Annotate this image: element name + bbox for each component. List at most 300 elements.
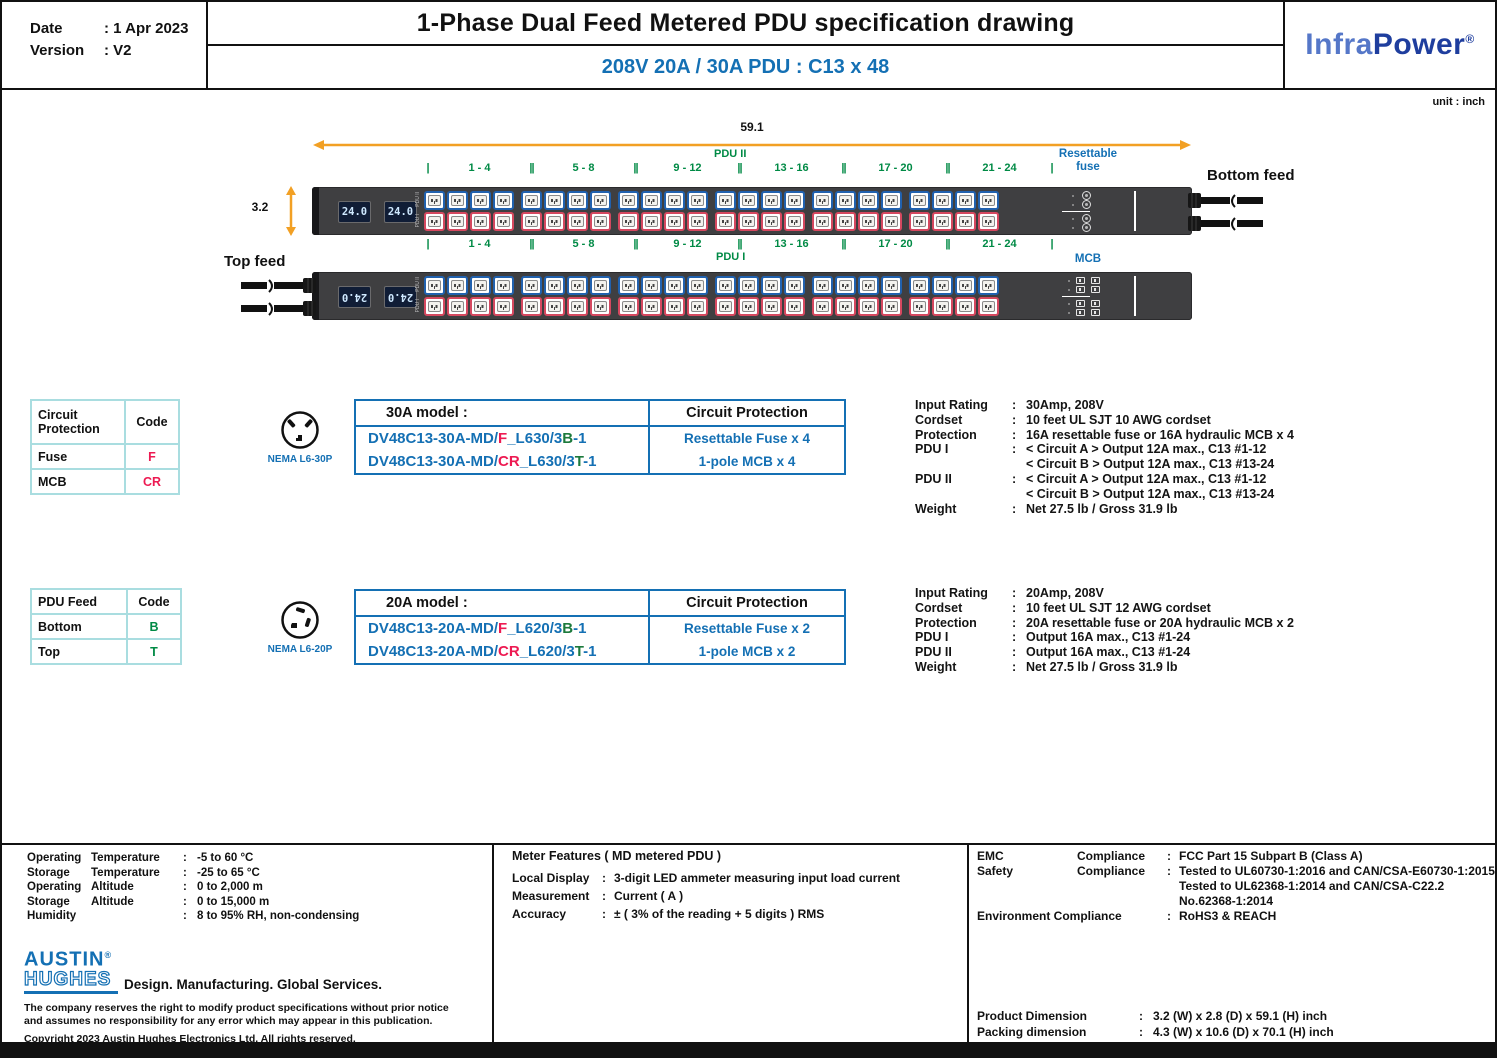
group-separator: ||: [633, 162, 638, 174]
c13-outlet-pdu1: [544, 297, 565, 316]
c13-outlet-pdu2: [738, 191, 759, 210]
c13-outlet-pdu1: [470, 212, 491, 231]
c13-outlet-pdu1: [978, 297, 999, 316]
mcb-switch: [1076, 286, 1085, 293]
resettable-fuse-label-line1: Resettable: [1058, 148, 1118, 160]
dimension-row: [977, 1024, 1334, 1040]
header-titles: [208, 2, 1283, 88]
meter-value: Current ( A ): [614, 889, 684, 903]
c13-socket-face: [691, 280, 704, 291]
outlet-group-labels-top: [424, 162, 1058, 174]
spec-value: Output 16A max., C13 #1-24: [1026, 630, 1191, 645]
c13-outlet-pdu2: [544, 191, 565, 210]
c13-outlet-pdu2: [544, 276, 565, 295]
outlet-column: [978, 276, 999, 316]
env-label-2: [91, 909, 183, 924]
env-value: -5 to 60 °C: [197, 852, 254, 864]
outlet-column: [590, 276, 611, 316]
mcb-indicator-dot: [1068, 303, 1070, 305]
circuit-protection-value: 1-pole MCB x 4: [698, 454, 796, 469]
c13-outlet-pdu1: [784, 297, 805, 316]
infrapower-logo: [1305, 28, 1474, 62]
group-separator: |: [1050, 238, 1053, 250]
outlet-group: [715, 191, 805, 231]
spec-colon: :: [1012, 412, 1017, 427]
resettable-fuse-button: [1082, 214, 1091, 223]
outlet-column: [761, 276, 782, 316]
c13-outlet-pdu1: [664, 212, 685, 231]
outlet-column: [664, 276, 685, 316]
c13-outlet-pdu1: [761, 297, 782, 316]
model-number-part: _L630/3: [507, 430, 563, 447]
model-number-part: -1: [583, 643, 597, 660]
env-value: 8 to 95% RH, non-condensing: [197, 910, 360, 922]
outlet-column: [664, 191, 685, 231]
c13-outlet-pdu1: [618, 212, 639, 231]
outlet-column: [881, 191, 902, 231]
c13-socket-face: [548, 216, 561, 227]
power-cord-bottom-feed: [1188, 191, 1268, 235]
top-feed-label: Top feed: [224, 253, 286, 270]
spec-label: Weight: [915, 659, 957, 674]
c13-socket-face: [428, 195, 441, 206]
c13-socket-face: [622, 301, 635, 312]
c13-socket-face: [474, 301, 487, 312]
spec-list-30a: [915, 398, 1294, 516]
c13-outlet-pdu1: [687, 212, 708, 231]
c13-socket-face: [719, 301, 732, 312]
c13-socket-face: [525, 195, 538, 206]
c13-socket-face: [668, 301, 681, 312]
outlet-column: [687, 191, 708, 231]
c13-socket-face: [885, 301, 898, 312]
outlet-column: [493, 276, 514, 316]
group-separator: ||: [945, 238, 950, 250]
spec-value: 20Amp, 208V: [1026, 586, 1104, 600]
c13-socket-face: [622, 195, 635, 206]
model-number: [356, 617, 650, 640]
c13-socket-face: [691, 195, 704, 206]
fuse-row: [1072, 214, 1134, 223]
env-label-1: Operating: [27, 881, 82, 893]
model-number-part: -1: [573, 430, 587, 447]
spec-label: Input Rating: [915, 398, 988, 412]
c13-socket-face: [862, 216, 875, 227]
c13-socket-face: [594, 195, 607, 206]
spec-label: PDU I: [915, 630, 949, 645]
c13-outlet-pdu2: [521, 276, 542, 295]
spec-value: < Circuit A > Output 12A max., C13 #1-12: [1026, 442, 1267, 457]
bottom-divider-1: [492, 843, 494, 1042]
c13-socket-face: [982, 216, 995, 227]
c13-outlet-pdu1: [955, 297, 976, 316]
outlet-column: [784, 276, 805, 316]
model-table-30a: [354, 399, 846, 475]
meter-label: Measurement: [512, 889, 590, 903]
spec-label: [915, 457, 1012, 472]
outlet-column: [955, 276, 976, 316]
outlet-group-label: 9 - 12: [673, 162, 702, 174]
c13-socket-face: [936, 195, 949, 206]
spec-value: < Circuit B > Output 12A max., C13 #13-24: [1026, 457, 1275, 472]
spec-colon: :: [1012, 630, 1017, 645]
c13-outlet-pdu1: [567, 212, 588, 231]
spec-label: [915, 487, 1012, 502]
mcb-switch: [1076, 300, 1085, 307]
outlet-group-label: 17 - 20: [878, 238, 913, 250]
c13-socket-face: [594, 301, 607, 312]
compliance-colon: :: [1167, 849, 1171, 863]
c13-socket-face: [428, 280, 441, 291]
group-separator: ||: [529, 162, 534, 174]
nema-l6-30p-label: NEMA L6-30P: [267, 454, 333, 465]
spec-row: [915, 502, 1294, 517]
company-tagline: Design. Manufacturing. Global Services.: [124, 977, 383, 992]
logo-hughes: HUGHES: [24, 968, 112, 990]
fuse-row: [1072, 200, 1134, 209]
circuit-table-header-protection: Circuit Protection: [31, 400, 125, 444]
fuse-indicator-dot: [1072, 218, 1074, 220]
outlet-column: [544, 276, 565, 316]
feed-row-label: Top: [31, 639, 127, 664]
c13-outlet-pdu2: [664, 191, 685, 210]
spec-colon: :: [1012, 659, 1017, 674]
env-value: 0 to 2,000 m: [197, 881, 263, 893]
c13-outlet-pdu1: [978, 212, 999, 231]
resettable-fuse-label: [1044, 148, 1132, 173]
meter-value: 3-digit LED ammeter measuring input load current: [614, 871, 901, 885]
fuse-indicator-dot: [1072, 227, 1074, 229]
c13-outlet-pdu1: [812, 212, 833, 231]
c13-socket-face: [816, 216, 829, 227]
outlet-group-label: 1 - 4: [468, 162, 491, 174]
outlet-column: [641, 191, 662, 231]
compliance-row: [977, 909, 1495, 924]
c13-outlet-pdu1: [590, 297, 611, 316]
power-cord-top-feed: [236, 276, 316, 320]
c13-socket-face: [936, 280, 949, 291]
env-label-2: Altitude: [91, 881, 134, 893]
fuse-indicator-dot: [1072, 204, 1074, 206]
meter-features: [512, 849, 900, 923]
c13-outlet-pdu2: [567, 191, 588, 210]
c13-outlet-pdu2: [567, 276, 588, 295]
c13-socket-face: [668, 195, 681, 206]
c13-outlet-pdu1: [544, 212, 565, 231]
c13-outlet-pdu1: [447, 297, 468, 316]
model-number-part: CR: [498, 643, 520, 660]
c13-socket-face: [765, 216, 778, 227]
brand-logo-box: [1283, 2, 1495, 88]
spec-row: [915, 487, 1294, 502]
c13-socket-face: [497, 216, 510, 227]
group-separator: |: [1050, 162, 1053, 174]
mcb-switch: [1091, 286, 1100, 293]
spec-value: Net 27.5 lb / Gross 31.9 lb: [1026, 659, 1178, 674]
c13-socket-face: [788, 195, 801, 206]
c13-socket-face: [691, 216, 704, 227]
c13-socket-face: [913, 216, 926, 227]
c13-socket-face: [451, 216, 464, 227]
c13-socket-face: [959, 301, 972, 312]
outlet-column: [493, 191, 514, 231]
c13-socket-face: [668, 216, 681, 227]
model-number-part: DV48C13-20A-MD/: [368, 620, 499, 637]
nema-l6-20p-icon: [279, 599, 321, 641]
c13-outlet-pdu1: [424, 297, 445, 316]
c13-socket-face: [862, 280, 875, 291]
meter-label: Accuracy: [512, 907, 567, 921]
nema-l6-30p-icon: [279, 409, 321, 451]
outlet-column: [738, 276, 759, 316]
circuit-row-label: Fuse: [31, 444, 125, 469]
outlet-column: [909, 191, 930, 231]
spec-row: [915, 645, 1294, 660]
spec-value-bold: < Circuit A >: [1026, 442, 1099, 457]
c13-socket-face: [788, 280, 801, 291]
c13-outlet-pdu2: [715, 191, 736, 210]
env-colon: :: [183, 866, 187, 879]
c13-outlet-pdu2: [687, 191, 708, 210]
spec-value-bold: < Circuit A >: [1026, 471, 1099, 486]
pdu1-label: PDU I: [716, 251, 746, 263]
bottom-feed-label: Bottom feed: [1207, 167, 1295, 184]
spec-colon: :: [1012, 645, 1017, 660]
c13-outlet-pdu2: [858, 276, 879, 295]
c13-outlet-pdu1: [618, 297, 639, 316]
spec-label: Input Rating: [915, 586, 988, 600]
c13-outlet-pdu2: [835, 191, 856, 210]
c13-socket-face: [959, 195, 972, 206]
outlet-group-label: 5 - 8: [572, 162, 595, 174]
spec-value: 10 feet UL SJT 12 AWG cordset: [1026, 600, 1211, 615]
outlet-column: [715, 191, 736, 231]
outlet-group-label: 17 - 20: [878, 162, 913, 174]
c13-socket-face: [765, 195, 778, 206]
meter-features-title: Meter Features ( MD metered PDU ): [512, 849, 722, 863]
outlet-group: [909, 276, 999, 316]
c13-outlet-pdu2: [881, 276, 902, 295]
circuit-row-code: F: [125, 444, 179, 469]
outlet-column: [567, 276, 588, 316]
spec-value: 20A resettable fuse or 20A hydraulic MCB x 2: [1026, 615, 1294, 630]
env-colon: :: [183, 910, 187, 922]
c13-socket-face: [719, 280, 732, 291]
spec-colon: :: [1012, 586, 1017, 600]
outlet-group: [521, 276, 611, 316]
c13-socket-face: [428, 216, 441, 227]
row-label-pdu2: PDU II: [415, 277, 421, 292]
c13-socket-face: [982, 301, 995, 312]
c13-outlet-pdu1: [835, 297, 856, 316]
c13-socket-face: [594, 216, 607, 227]
c13-outlet-pdu2: [470, 276, 491, 295]
spec-row: [915, 616, 1294, 631]
c13-outlet-pdu2: [978, 191, 999, 210]
feed-table-header: PDU Feed: [31, 589, 127, 614]
outlet-column: [858, 276, 879, 316]
mcb-switch: [1091, 277, 1100, 284]
circuit-table-header-code: Code: [125, 400, 179, 444]
model-number-part: _L620/3: [519, 643, 575, 660]
pdu-feed-code-table: [30, 588, 182, 665]
c13-socket-face: [816, 301, 829, 312]
c13-outlet-pdu2: [447, 191, 468, 210]
c13-socket-face: [765, 280, 778, 291]
feed-table-header-code: Code: [127, 589, 181, 614]
c13-socket-face: [571, 301, 584, 312]
feed-row-code: B: [127, 614, 181, 639]
c13-outlet-pdu1: [715, 297, 736, 316]
spec-row: [915, 413, 1294, 428]
c13-socket-face: [862, 301, 875, 312]
c13-outlet-pdu2: [618, 191, 639, 210]
c13-socket-face: [719, 216, 732, 227]
env-label-2: Temperature: [91, 852, 160, 864]
c13-socket-face: [885, 216, 898, 227]
compliance-label: EMC: [977, 849, 1004, 863]
env-label-1: Humidity: [27, 910, 77, 922]
fuse-indicator-dot: [1072, 195, 1074, 197]
brand-infra: Infra: [1305, 28, 1373, 61]
c13-outlet-pdu2: [590, 191, 611, 210]
environment-spec-list: [27, 851, 359, 924]
c13-socket-face: [885, 280, 898, 291]
spec-row: [915, 660, 1294, 675]
c13-outlet-pdu2: [424, 276, 445, 295]
mcb-row: [1068, 276, 1134, 285]
compliance-colon: :: [1167, 864, 1171, 878]
c13-outlet-pdu1: [761, 212, 782, 231]
outlet-column: [715, 276, 736, 316]
model-number: [356, 450, 650, 473]
model20-header: 20A model :: [356, 591, 650, 615]
title-block: [2, 2, 1495, 90]
c13-socket-face: [497, 301, 510, 312]
env-label-1: Storage: [27, 895, 70, 908]
date-value: : 1 Apr 2023: [104, 20, 189, 37]
model-number-part: B: [562, 430, 574, 447]
env-label-2: Altitude: [91, 895, 134, 908]
spec-row: [915, 601, 1294, 616]
dimension-colon: :: [1139, 1009, 1143, 1023]
environment-row: [27, 895, 359, 910]
c13-outlet-pdu1: [567, 297, 588, 316]
c13-outlet-pdu1: [590, 212, 611, 231]
c13-socket-face: [428, 301, 441, 312]
c13-socket-face: [982, 280, 995, 291]
meter-row: [512, 905, 900, 923]
outlet-group-label: 13 - 16: [774, 238, 809, 250]
dimension-list: [977, 1008, 1334, 1040]
c13-outlet-pdu1: [858, 297, 879, 316]
c13-socket-face: [451, 280, 464, 291]
model-number-part: DV48C13-20A-MD/: [368, 643, 499, 660]
c13-outlet-pdu1: [521, 297, 542, 316]
version-value: : V2: [104, 42, 132, 59]
c13-socket-face: [548, 301, 561, 312]
c13-outlet-pdu2: [447, 276, 468, 295]
spec-row: [915, 457, 1294, 472]
c13-socket-face: [691, 301, 704, 312]
spec-value: Net 27.5 lb / Gross 31.9 lb: [1026, 501, 1178, 516]
c13-outlet-pdu1: [715, 212, 736, 231]
spec-list-20a: [915, 586, 1294, 675]
c13-socket-face: [788, 301, 801, 312]
spec-colon: :: [1012, 471, 1017, 486]
c13-outlet-pdu1: [909, 212, 930, 231]
spec-row: [915, 398, 1294, 413]
dimension-value: 3.2 (W) x 2.8 (D) x 59.1 (H) inch: [1153, 1009, 1328, 1023]
outlet-group-label: 5 - 8: [572, 238, 595, 250]
c13-socket-face: [497, 195, 510, 206]
model-number-part: DV48C13-30A-MD/: [368, 453, 499, 470]
spec-row: [915, 428, 1294, 443]
model-number-part: F: [498, 620, 508, 637]
environment-row: [27, 909, 359, 924]
outlet-column: [470, 276, 491, 316]
outlet-column: [590, 191, 611, 231]
c13-socket-face: [936, 301, 949, 312]
env-value: -25 to 65 °C: [197, 866, 260, 879]
env-label-2: Temperature: [91, 866, 160, 879]
spec-label: PDU II: [915, 471, 952, 486]
dimension-value: 4.3 (W) x 10.6 (D) x 70.1 (H) inch: [1153, 1025, 1334, 1039]
c13-outlet-pdu2: [881, 191, 902, 210]
mcb-indicator-dot: [1068, 280, 1070, 282]
mcb-row: [1068, 299, 1134, 308]
outlet-group: [812, 276, 902, 316]
c13-socket-face: [525, 301, 538, 312]
c13-socket-face: [645, 216, 658, 227]
c13-socket-face: [742, 216, 755, 227]
c13-outlet-pdu2: [858, 191, 879, 210]
c13-socket-face: [885, 195, 898, 206]
outlet-group-label: 21 - 24: [982, 162, 1017, 174]
outlet-column: [858, 191, 879, 231]
resettable-fuse-button: [1082, 200, 1091, 209]
c13-socket-face: [936, 216, 949, 227]
model-number-part: B: [562, 620, 574, 637]
compliance-sublabel: [1077, 879, 1167, 909]
spec-value: Output 16A max., C13 #1-24: [1026, 645, 1191, 660]
c13-socket-face: [742, 195, 755, 206]
c13-outlet-pdu1: [470, 297, 491, 316]
feed-row-code: T: [127, 639, 181, 664]
mcb-switch: [1091, 300, 1100, 307]
outlet-column: [909, 276, 930, 316]
row-label-pdu1: PDU I: [415, 214, 421, 228]
c13-socket-face: [525, 216, 538, 227]
outlet-group-label: 21 - 24: [982, 238, 1017, 250]
spec-colon: :: [1012, 442, 1017, 457]
c13-socket-face: [668, 280, 681, 291]
c13-socket-face: [474, 195, 487, 206]
logo-registered-mark: ®: [104, 950, 113, 960]
c13-outlet-pdu1: [881, 212, 902, 231]
c13-socket-face: [765, 301, 778, 312]
c13-outlet-pdu1: [812, 297, 833, 316]
c13-socket-face: [571, 195, 584, 206]
group-separator: ||: [737, 238, 742, 250]
c13-outlet-pdu1: [932, 212, 953, 231]
outlet-group: [618, 276, 708, 316]
date-version-box: [2, 2, 208, 88]
group-separator: ||: [633, 238, 638, 250]
env-label-1: Storage: [27, 866, 70, 879]
compliance-row: [977, 864, 1495, 879]
page-title: 1-Phase Dual Feed Metered PDU specification drawing: [208, 2, 1283, 46]
